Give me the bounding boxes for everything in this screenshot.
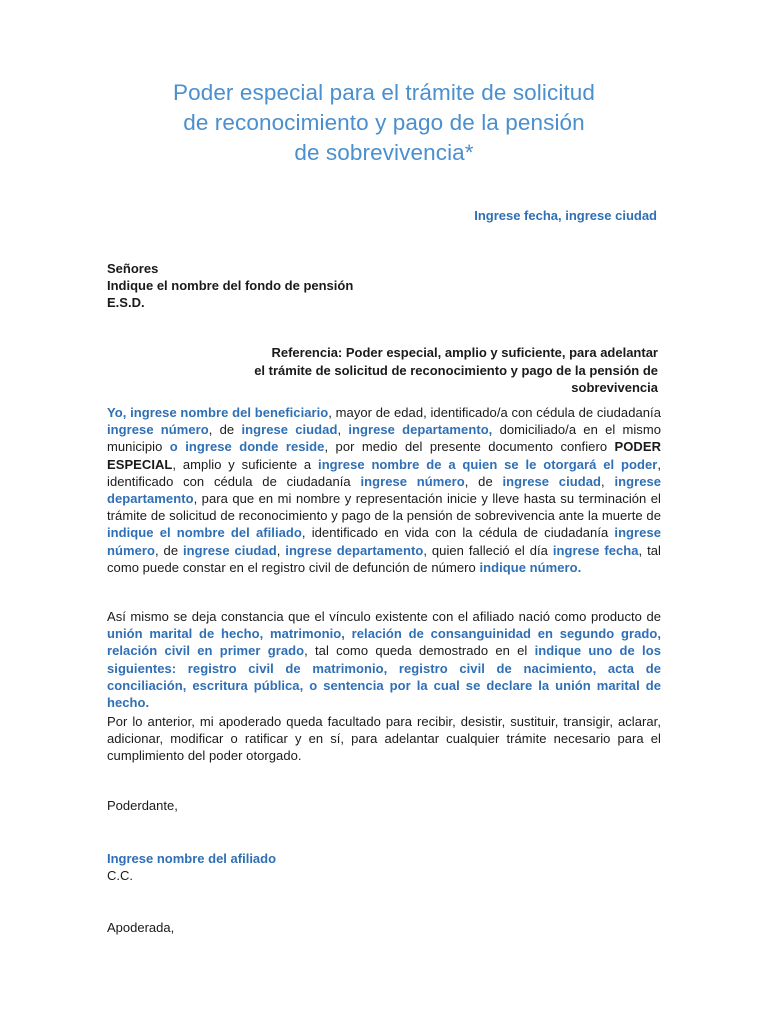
proof-document-field: indique uno de los siguientes: registro civil de matrimonio, registro civil de nacimiento, acta de conciliación, escritura pública, o sentencia por la cual se declare la unión marital de hecho. — [107, 643, 661, 711]
department-field: ingrese departamento — [285, 542, 424, 558]
title-line: de sobrevivencia* — [294, 140, 474, 165]
paragraph-text: , tal como queda demostrado en el — [304, 643, 528, 659]
paragraph-text: , mayor de edad, identificado/a con cédula de ciudadanía — [328, 405, 661, 420]
yo-label: Yo, — [107, 405, 127, 420]
residence-field: o ingrese donde reside — [169, 439, 325, 455]
death-record-number-field: indique número. — [479, 559, 582, 575]
paragraph-text: , para que en mi nombre y representación inicie y lleve hasta su terminación el trámite de solicitud de reconocimiento y pago de la pensión de sobrevivencia ante la muerte de — [107, 491, 661, 524]
paragraph-text: , tal como puede constar en el registro civil de defunción de número — [107, 542, 661, 575]
cc-label: C.C. — [107, 868, 133, 883]
department-field: ingrese departamento — [107, 473, 662, 507]
paragraph-text: , — [337, 422, 342, 438]
affiliate-signature-name-field: Ingrese nombre del afiliado — [107, 851, 277, 866]
relationship-paragraph — [107, 608, 661, 711]
reference-block — [180, 344, 658, 397]
powers-paragraph: Por lo anterior, mi apoderado queda facultado para recibir, desistir, sustituir, transigir, aclarar, adicionar, modificar o ratificar y en sí, para adelantar cualquier trámite necesario para el cumplimiento del poder otorgado. — [107, 714, 661, 764]
department-field: ingrese departamento, — [348, 422, 493, 438]
paragraph-text: , quien falleció el día — [423, 542, 548, 558]
paragraph-text: , de — [464, 473, 493, 489]
attorney-name-field: ingrese nombre de a quien se le otorgará el poder — [318, 456, 658, 472]
reference-line: sobrevivencia — [571, 380, 658, 395]
title-line: Poder especial para el trámite de solicitud — [172, 80, 596, 105]
city-field: ingrese ciudad — [241, 422, 338, 438]
paragraph-text: Así mismo se deja constancia que el vínculo existente con el afiliado nació como producto de — [107, 609, 661, 624]
paragraph-text: , por medio del presente documento confiero — [324, 439, 608, 455]
beneficiary-name-field: ingrese nombre del beneficiario — [130, 405, 329, 420]
city-field: ingrese ciudad — [183, 542, 277, 558]
id-number-field: ingrese número — [107, 422, 209, 438]
poder-especial-label: PODER ESPECIAL — [107, 439, 662, 472]
reference-line: el trámite de solicitud de reconocimiento y pago de la pensión de — [254, 362, 658, 378]
paragraph-text: , amplio y suficiente a — [172, 456, 312, 472]
pension-fund-field: Indique el nombre del fondo de pensión — [107, 278, 354, 293]
addressee-salutation: Señores — [107, 261, 159, 276]
title-line: de reconocimiento y pago de la pensión — [183, 110, 585, 135]
id-number-field: ingrese número — [360, 473, 465, 489]
power-paragraph — [107, 404, 661, 576]
affiliate-name-field: indique el nombre del afiliado — [107, 525, 302, 541]
paragraph-text: , — [601, 473, 605, 489]
paragraph-text: , — [276, 542, 281, 558]
paragraph-text: , identificado en vida con la cédula de ciudadanía — [301, 525, 609, 541]
city-field: ingrese ciudad — [502, 473, 602, 489]
death-date-field: ingrese fecha — [552, 542, 639, 558]
addressee-block — [107, 260, 353, 311]
paragraph-text: , identificado con cédula de ciudadanía — [107, 456, 662, 489]
document-title — [80, 78, 688, 168]
reference-line: Referencia: Poder especial, amplio y suficiente, para adelantar — [271, 345, 658, 360]
paragraph-text: , de — [208, 422, 235, 438]
grantor-label: Poderdante, — [107, 798, 178, 813]
paragraph-text: domiciliado/a en el mismo municipio — [107, 422, 662, 455]
id-number-field: ingrese número — [107, 525, 661, 558]
attorney-label: Apoderada, — [107, 920, 175, 935]
date-city-field: Ingrese fecha, ingrese ciudad — [474, 208, 657, 223]
relationship-type-field: unión marital de hecho, matrimonio, relación de consanguinidad en segundo grado, relación civil en primer grado — [107, 626, 661, 659]
esd-line: E.S.D. — [107, 295, 145, 310]
paragraph-text: , de — [154, 542, 179, 558]
